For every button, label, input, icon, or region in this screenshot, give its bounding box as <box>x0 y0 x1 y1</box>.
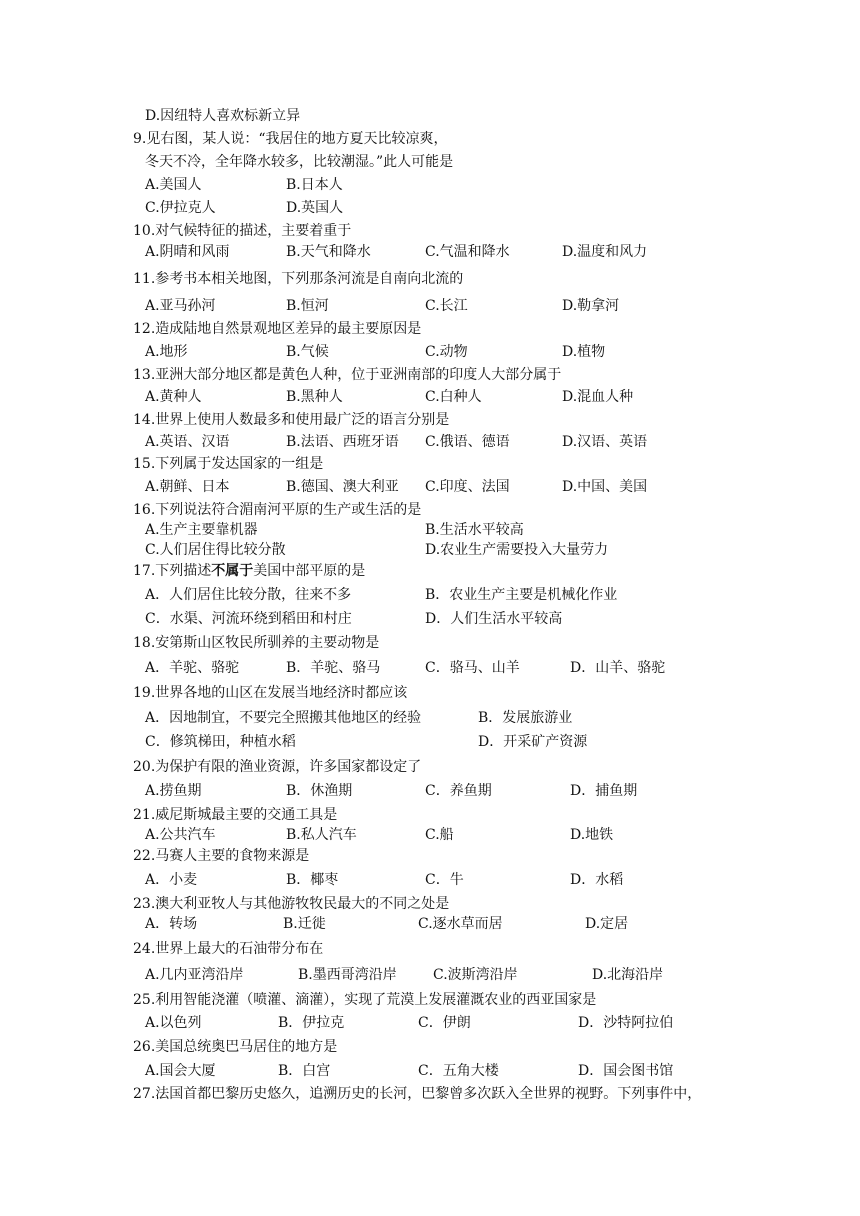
answer-option: D.勒拿河 <box>562 298 620 314</box>
answer-option: D.中国、美国 <box>562 479 648 495</box>
answer-option: B．农业生产主要是机械化作业 <box>425 587 618 603</box>
answer-option: C.波斯湾沿岸 <box>433 967 518 983</box>
answer-option: A．羊驼、骆驼 <box>145 660 240 676</box>
answer-option: C.白种人 <box>425 389 482 405</box>
answer-option: B.生活水平较高 <box>425 522 524 538</box>
question-line: 27.法国首都巴黎历史悠久，追溯历史的长河，巴黎曾多次跃入全世界的视野。下列事件中， <box>133 1086 702 1102</box>
answer-option: B．白宫 <box>278 1063 331 1079</box>
question-line: 18.安第斯山区牧民所驯养的主要动物是 <box>133 635 380 651</box>
question-line: 冬天不冷，全年降水较多，比较潮湿。”此人可能是 <box>145 154 454 170</box>
answer-option: A．小麦 <box>145 872 198 888</box>
answer-option: C.逐水草而居 <box>418 916 503 932</box>
answer-option: D.地铁 <box>570 827 614 843</box>
answer-option: B.恒河 <box>286 298 329 314</box>
answer-option: A．转场 <box>145 916 198 932</box>
answer-option: D.定居 <box>585 916 629 932</box>
answer-option: B.法语、西班牙语 <box>286 434 399 450</box>
answer-option: C.长江 <box>425 298 468 314</box>
answer-option: C．五角大楼 <box>418 1063 499 1079</box>
answer-option: A.几内亚湾沿岸 <box>145 967 244 983</box>
answer-option: A.英语、汉语 <box>145 434 230 450</box>
answer-option: D.温度和风力 <box>562 244 648 260</box>
answer-option: C.印度、法国 <box>425 479 510 495</box>
question-line: 24.世界上最大的石油带分布在 <box>133 941 324 957</box>
question-line: D.因纽特人喜欢标新立异 <box>145 108 301 124</box>
answer-option: A.朝鲜、日本 <box>145 479 230 495</box>
answer-option: D．山羊、骆驼 <box>570 660 666 676</box>
answer-option: A．人们居住比较分散，往来不多 <box>145 587 352 603</box>
answer-option: A.捞鱼期 <box>145 783 202 799</box>
answer-option: D.北海沿岸 <box>592 967 664 983</box>
answer-option: A.以色列 <box>145 1015 202 1031</box>
answer-option: D.混血人种 <box>562 389 634 405</box>
answer-option: A.公共汽车 <box>145 827 216 843</box>
answer-option: B．椰枣 <box>286 872 339 888</box>
question-line: 13.亚洲大部分地区都是黄色人种，位于亚洲南部的印度人大部分属于 <box>133 367 562 383</box>
answer-option: B．休渔期 <box>286 783 353 799</box>
answer-option: D．水稻 <box>570 872 624 888</box>
answer-option: C.俄语、德语 <box>425 434 510 450</box>
answer-option: D．开采矿产资源 <box>478 734 588 750</box>
answer-option: C．修筑梯田，种植水稻 <box>145 734 296 750</box>
question-line: 25.利用智能浇灌（喷灌、滴灌），实现了荒漠上发展灌溉农业的西亚国家是 <box>133 992 597 1008</box>
answer-option: B．发展旅游业 <box>478 710 573 726</box>
answer-option: C.人们居住得比较分散 <box>145 542 286 558</box>
answer-option: A.黄种人 <box>145 389 202 405</box>
answer-option: B.私人汽车 <box>286 827 357 843</box>
answer-option: B.日本人 <box>286 177 343 193</box>
answer-option: B．伊拉克 <box>278 1015 345 1031</box>
answer-option: C．伊朗 <box>418 1015 471 1031</box>
question-text: 17.下列描述 <box>133 563 212 579</box>
answer-option: B.德国、澳大利亚 <box>286 479 399 495</box>
question-line: 21.威尼斯城最主要的交通工具是 <box>133 807 338 823</box>
answer-option: C．牛 <box>425 872 464 888</box>
question-line: 12.造成陆地自然景观地区差异的最主要原因是 <box>133 321 422 337</box>
answer-option: B.气候 <box>286 344 329 360</box>
answer-option: D．人们生活水平较高 <box>425 611 563 627</box>
question-line: 14.世界上使用人数最多和使用最广泛的语言分别是 <box>133 412 450 428</box>
question-line <box>133 562 365 580</box>
question-line: 15.下列属于发达国家的一组是 <box>133 456 324 472</box>
question-line: 20.为保护有限的渔业资源，许多国家都设定了 <box>133 759 422 775</box>
question-line: 10.对气候特征的描述，主要着重于 <box>133 223 352 239</box>
answer-option: B．羊驼、骆马 <box>286 660 381 676</box>
question-line: 9.见右图，某人说：“我居住的地方夏天比较凉爽， <box>133 131 448 147</box>
answer-option: D．沙特阿拉伯 <box>578 1015 674 1031</box>
question-line: 19.世界各地的山区在发展当地经济时都应该 <box>133 685 408 701</box>
answer-option: B.天气和降水 <box>286 244 371 260</box>
answer-option: A.国会大厦 <box>145 1063 216 1079</box>
answer-option: A．因地制宜，不要完全照搬其他地区的经验 <box>145 710 422 726</box>
answer-option: C.船 <box>425 827 454 843</box>
answer-option: C.气温和降水 <box>425 244 510 260</box>
emphasis-text: 不属于 <box>211 563 254 579</box>
answer-option: C.动物 <box>425 344 468 360</box>
answer-option: D.英国人 <box>286 200 344 216</box>
question-line: 11.参考书本相关地图，下列那条河流是自南向北流的 <box>133 271 464 287</box>
answer-option: A.亚马孙河 <box>145 298 216 314</box>
answer-option: D．捕鱼期 <box>570 783 638 799</box>
question-line: 23.澳大利亚牧人与其他游牧牧民最大的不同之处是 <box>133 896 450 912</box>
answer-option: B.墨西哥湾沿岸 <box>298 967 397 983</box>
answer-option: A.生产主要靠机器 <box>145 522 258 538</box>
question-line: 22.马赛人主要的食物来源是 <box>133 848 310 864</box>
answer-option: C．养鱼期 <box>425 783 492 799</box>
answer-option: A.地形 <box>145 344 188 360</box>
answer-option: A.美国人 <box>145 177 202 193</box>
answer-option: D．国会图书馆 <box>578 1063 674 1079</box>
answer-option: D.植物 <box>562 344 606 360</box>
question-line: 26.美国总统奥巴马居住的地方是 <box>133 1039 338 1055</box>
question-line: 16.下列说法符合湄南河平原的生产或生活的是 <box>133 502 422 518</box>
answer-option: D.农业生产需要投入大量劳力 <box>425 542 609 558</box>
answer-option: A.阴晴和风雨 <box>145 244 230 260</box>
question-text: 美国中部平原的是 <box>253 563 366 579</box>
answer-option: C.伊拉克人 <box>145 200 216 216</box>
answer-option: D.汉语、英语 <box>562 434 648 450</box>
answer-option: B.黑种人 <box>286 389 343 405</box>
answer-option: C．水渠、河流环绕到稻田和村庄 <box>145 611 352 627</box>
answer-option: C．骆马、山羊 <box>425 660 520 676</box>
answer-option: B.迁徙 <box>283 916 326 932</box>
